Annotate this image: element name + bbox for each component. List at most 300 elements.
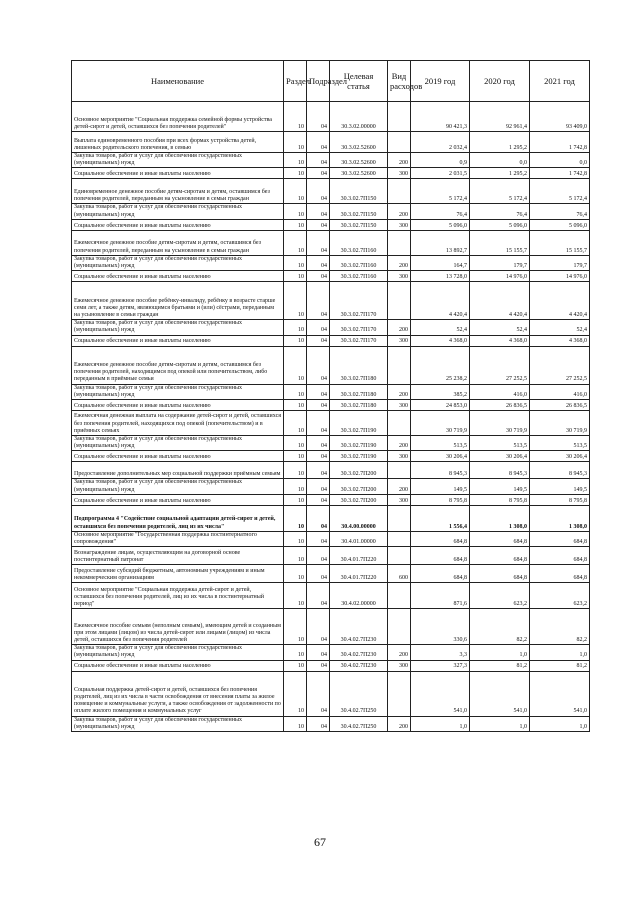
row-section: 10: [284, 716, 307, 731]
row-target: 30.3.02.52600: [330, 153, 388, 168]
row-target: 30.3.02.7П160: [330, 271, 388, 282]
row-value-2020: 81,2: [470, 660, 530, 671]
row-value-2021: 541,0: [530, 671, 590, 716]
table-row: [72, 204, 590, 219]
row-value-2021: 30 719,9: [530, 411, 590, 436]
row-value-2020: 4 368,0: [470, 335, 530, 346]
row-name: Ежемесячное денежное пособие детям-сиротам и детям, оставшимся без попечения родителей, переданным на усыновление в семьи граждан: [72, 230, 284, 255]
row-value-2020: 179,7: [470, 255, 530, 270]
row-section: 10: [284, 451, 307, 462]
row-name: Единовременное денежное пособие детям-сиротам и детям, оставшимся без попечения родителей, переданным на усыновление в семьи граждан: [72, 179, 284, 204]
row-name: Закупка товаров, работ и услуг для обеспечения государственных (муниципальных) нужд: [72, 479, 284, 494]
row-value-2021: 15 155,7: [530, 230, 590, 255]
row-kind: 300: [388, 168, 411, 179]
table-row: [72, 660, 590, 671]
row-subsection: 04: [307, 346, 330, 384]
row-value-2021: 513,5: [530, 436, 590, 451]
row-name: Подпрограмма 4 "Содействие социальной адаптации детей-сирот и детей, оставшихся без попечения родителей, лиц из их числа": [72, 505, 284, 531]
row-name: Предоставление дополнительных мер социальной поддержки приёмным семьям: [72, 462, 284, 479]
row-subsection: 04: [307, 565, 330, 583]
row-subsection: 04: [307, 168, 330, 179]
row-section: 10: [284, 583, 307, 609]
row-name: Социальное обеспечение и иные выплаты населению: [72, 335, 284, 346]
row-value-2021: 5 096,0: [530, 219, 590, 230]
row-value-2020: 684,8: [470, 531, 530, 546]
row-value-2020: 15 155,7: [470, 230, 530, 255]
row-value-2021: 1 742,8: [530, 132, 590, 153]
row-value-2020: 541,0: [470, 671, 530, 716]
row-value-2019: 513,5: [411, 436, 470, 451]
row-target: 30.4.02.00000: [330, 583, 388, 609]
table-body: [72, 102, 590, 732]
row-value-2021: 14 976,0: [530, 271, 590, 282]
row-value-2020: 0,0: [470, 153, 530, 168]
row-section: 10: [284, 204, 307, 219]
row-value-2020: 52,4: [470, 320, 530, 335]
page-number: 67: [314, 835, 326, 849]
row-target: 30.3.02.7П160: [330, 230, 388, 255]
table-row: [72, 462, 590, 479]
table-row: [72, 411, 590, 436]
row-name: Основное мероприятие "Социальная поддержка детей-сирот и детей, оставшихся без попечения родителей, лиц из их числа в постинтернатный период": [72, 583, 284, 609]
row-section: 10: [284, 479, 307, 494]
row-name: Ежемесячная денежная выплата на содержание детей-сирот и детей, оставшихся без попечения родителей, находящихся под опекой (попечительством) и в приёмных семьях: [72, 411, 284, 436]
header-2020: 2020 год: [470, 61, 530, 102]
header-kind: Вид расходов: [388, 61, 411, 102]
row-name: Выплата единовременного пособия при всех формах устройства детей, лишенных родительского попечения, в семью: [72, 132, 284, 153]
row-target: 30.3.02.52600: [330, 132, 388, 153]
row-value-2019: 25 238,2: [411, 346, 470, 384]
row-value-2021: 1,0: [530, 645, 590, 660]
row-section: 10: [284, 400, 307, 411]
row-name: Социальное обеспечение и иные выплаты населению: [72, 400, 284, 411]
row-section: 10: [284, 547, 307, 565]
row-value-2019: 1 556,4: [411, 505, 470, 531]
row-target: 30.3.02.7П180: [330, 384, 388, 399]
row-name: Ежемесячное пособие семьям (неполным семьям), имеющим детей и созданным при этом лицами (лицом) из числа детей-сирот или лицами (лицом) из числа детей, оставшихся без попечения родителей: [72, 609, 284, 645]
row-subsection: 04: [307, 609, 330, 645]
row-value-2019: 149,5: [411, 479, 470, 494]
row-subsection: 04: [307, 436, 330, 451]
row-value-2019: 385,2: [411, 384, 470, 399]
table-row: [72, 436, 590, 451]
row-kind: [388, 132, 411, 153]
row-value-2021: 623,2: [530, 583, 590, 609]
row-value-2020: 8 945,3: [470, 462, 530, 479]
row-value-2020: 76,4: [470, 204, 530, 219]
table-row: [72, 451, 590, 462]
row-value-2019: 684,8: [411, 531, 470, 546]
row-section: 10: [284, 494, 307, 505]
row-target: 30.4.01.7П220: [330, 565, 388, 583]
row-name: Закупка товаров, работ и услуг для обеспечения государственных (муниципальных) нужд: [72, 153, 284, 168]
row-kind: 300: [388, 219, 411, 230]
row-subsection: 04: [307, 645, 330, 660]
row-target: 30.3.02.52600: [330, 168, 388, 179]
row-kind: [388, 230, 411, 255]
row-kind: [388, 609, 411, 645]
row-target: 30.4.01.00000: [330, 531, 388, 546]
table-row: [72, 583, 590, 609]
row-value-2021: 82,2: [530, 609, 590, 645]
row-kind: 200: [388, 255, 411, 270]
table-row: [72, 505, 590, 531]
row-subsection: 04: [307, 271, 330, 282]
row-section: 10: [284, 282, 307, 320]
row-target: 30.3.02.7П150: [330, 204, 388, 219]
row-value-2019: 4 420,4: [411, 282, 470, 320]
row-target: 30.3.02.7П150: [330, 179, 388, 204]
table-header-row: [72, 61, 590, 102]
row-section: 10: [284, 505, 307, 531]
row-kind: 200: [388, 716, 411, 731]
row-value-2021: 684,8: [530, 531, 590, 546]
row-value-2020: 92 961,4: [470, 102, 530, 132]
row-kind: [388, 346, 411, 384]
row-value-2019: 2 031,5: [411, 168, 470, 179]
row-kind: [388, 411, 411, 436]
row-kind: 300: [388, 494, 411, 505]
table-row: [72, 547, 590, 565]
row-value-2021: 81,2: [530, 660, 590, 671]
row-value-2020: 8 795,8: [470, 494, 530, 505]
row-subsection: 04: [307, 102, 330, 132]
row-target: 30.4.01.7П220: [330, 547, 388, 565]
row-subsection: 04: [307, 660, 330, 671]
header-subsection: Подраздел: [307, 61, 330, 102]
row-value-2019: 684,8: [411, 565, 470, 583]
row-kind: 300: [388, 660, 411, 671]
row-subsection: 04: [307, 411, 330, 436]
row-value-2019: 24 853,0: [411, 400, 470, 411]
table-row: [72, 255, 590, 270]
row-name: Закупка товаров, работ и услуг для обеспечения государственных (муниципальных) нужд: [72, 645, 284, 660]
row-target: 30.3.02.7П190: [330, 411, 388, 436]
header-name: Наименование: [72, 61, 284, 102]
table-row: [72, 531, 590, 546]
row-kind: [388, 547, 411, 565]
row-kind: 200: [388, 479, 411, 494]
row-section: 10: [284, 335, 307, 346]
row-value-2021: 416,0: [530, 384, 590, 399]
header-section: Раздел: [284, 61, 307, 102]
row-section: 10: [284, 255, 307, 270]
row-subsection: 04: [307, 494, 330, 505]
row-name: Социальное обеспечение и иные выплаты населению: [72, 168, 284, 179]
row-value-2021: 1,0: [530, 716, 590, 731]
row-target: 30.3.02.00000: [330, 102, 388, 132]
row-target: 30.3.02.7П190: [330, 436, 388, 451]
row-name: Вознаграждение лицам, осуществляющим на договорной основе постинтернатный патронат: [72, 547, 284, 565]
row-value-2019: 13 892,7: [411, 230, 470, 255]
row-value-2020: 149,5: [470, 479, 530, 494]
row-section: 10: [284, 346, 307, 384]
row-target: 30.4.02.7П230: [330, 609, 388, 645]
row-value-2020: 1 295,2: [470, 168, 530, 179]
row-name: Закупка товаров, работ и услуг для обеспечения государственных (муниципальных) нужд: [72, 716, 284, 731]
row-value-2021: 1 308,0: [530, 505, 590, 531]
row-value-2019: 5 172,4: [411, 179, 470, 204]
row-value-2020: 1 308,0: [470, 505, 530, 531]
row-target: 30.3.02.7П170: [330, 320, 388, 335]
row-subsection: 04: [307, 153, 330, 168]
row-name: Закупка товаров, работ и услуг для обеспечения государственных (муниципальных) нужд: [72, 436, 284, 451]
row-value-2019: 327,3: [411, 660, 470, 671]
row-kind: [388, 505, 411, 531]
header-target: Целевая статья: [330, 61, 388, 102]
row-section: 10: [284, 168, 307, 179]
row-kind: 300: [388, 400, 411, 411]
table-row: [72, 132, 590, 153]
row-value-2019: 76,4: [411, 204, 470, 219]
row-name: Социальная поддержка детей-сирот и детей, оставшихся без попечения родителей, лиц из их числа в части освобождения от внесения платы за жилое помещение и коммунальные услуги, а также освобождения от задолженности по оплате жилого помещения и коммунальных услуг: [72, 671, 284, 716]
row-target: 30.4.02.7П230: [330, 645, 388, 660]
row-value-2021: 4 368,0: [530, 335, 590, 346]
row-target: 30.3.02.7П170: [330, 335, 388, 346]
table-row: [72, 153, 590, 168]
row-name: Социальное обеспечение и иные выплаты населению: [72, 660, 284, 671]
row-section: 10: [284, 230, 307, 255]
row-value-2021: 0,0: [530, 153, 590, 168]
row-kind: 300: [388, 271, 411, 282]
table-row: [72, 230, 590, 255]
row-value-2020: 5 172,4: [470, 179, 530, 204]
row-kind: 300: [388, 335, 411, 346]
row-kind: [388, 531, 411, 546]
table-row: [72, 716, 590, 731]
row-subsection: 04: [307, 335, 330, 346]
row-value-2019: 8 795,8: [411, 494, 470, 505]
row-name: Предоставление субсидий бюджетным, автономным учреждениям и иным некоммерческим организациям: [72, 565, 284, 583]
row-target: 30.3.02.7П200: [330, 462, 388, 479]
row-value-2021: 4 420,4: [530, 282, 590, 320]
row-kind: 200: [388, 204, 411, 219]
header-2019: 2019 год: [411, 61, 470, 102]
row-section: 10: [284, 219, 307, 230]
row-section: 10: [284, 660, 307, 671]
row-value-2020: 4 420,4: [470, 282, 530, 320]
row-kind: [388, 282, 411, 320]
header-2021: 2021 год: [530, 61, 590, 102]
row-name: Закупка товаров, работ и услуг для обеспечения государственных (муниципальных) нужд: [72, 255, 284, 270]
table-row: [72, 179, 590, 204]
row-subsection: 04: [307, 505, 330, 531]
row-value-2021: 8 945,3: [530, 462, 590, 479]
row-section: 10: [284, 436, 307, 451]
row-value-2019: 3,3: [411, 645, 470, 660]
table-row: [72, 565, 590, 583]
row-kind: 200: [388, 645, 411, 660]
table-row: [72, 609, 590, 645]
row-subsection: 04: [307, 716, 330, 731]
row-value-2020: 684,8: [470, 565, 530, 583]
row-target: 30.3.02.7П160: [330, 255, 388, 270]
row-kind: 300: [388, 451, 411, 462]
row-target: 30.3.02.7П170: [330, 282, 388, 320]
row-kind: 200: [388, 320, 411, 335]
row-subsection: 04: [307, 671, 330, 716]
row-name: Основное мероприятие "Государственная поддержка постинтернатного сопровождения": [72, 531, 284, 546]
row-section: 10: [284, 565, 307, 583]
row-name: Социальное обеспечение и иные выплаты населению: [72, 494, 284, 505]
row-value-2019: 2 032,4: [411, 132, 470, 153]
row-section: 10: [284, 153, 307, 168]
row-subsection: 04: [307, 531, 330, 546]
row-kind: [388, 462, 411, 479]
row-value-2019: 871,6: [411, 583, 470, 609]
row-value-2021: 26 836,5: [530, 400, 590, 411]
row-value-2019: 90 421,3: [411, 102, 470, 132]
table-row: [72, 219, 590, 230]
row-value-2019: 52,4: [411, 320, 470, 335]
row-value-2020: 513,5: [470, 436, 530, 451]
table-row: [72, 671, 590, 716]
row-kind: [388, 671, 411, 716]
row-value-2020: 82,2: [470, 609, 530, 645]
table-row: [72, 494, 590, 505]
row-value-2019: 8 945,3: [411, 462, 470, 479]
row-target: 30.3.02.7П180: [330, 400, 388, 411]
row-subsection: 04: [307, 547, 330, 565]
row-name: Социальное обеспечение и иные выплаты населению: [72, 271, 284, 282]
row-value-2021: 149,5: [530, 479, 590, 494]
row-subsection: 04: [307, 230, 330, 255]
row-value-2020: 27 252,5: [470, 346, 530, 384]
row-kind: [388, 102, 411, 132]
table-row: [72, 645, 590, 660]
row-name: Ежемесячное денежное пособие детям-сиротам и детям, оставшимся без попечения родителей, находящимся под опекой или попечительством, либо переданным в приёмные семьи: [72, 346, 284, 384]
row-value-2019: 0,9: [411, 153, 470, 168]
row-name: Социальное обеспечение и иные выплаты населению: [72, 219, 284, 230]
row-subsection: 04: [307, 583, 330, 609]
row-value-2020: 5 096,0: [470, 219, 530, 230]
row-value-2021: 684,8: [530, 565, 590, 583]
row-kind: 200: [388, 436, 411, 451]
row-value-2021: 5 172,4: [530, 179, 590, 204]
row-name: Основное мероприятие "Социальная поддержка семейной формы устройства детей-сирот и детей, оставшихся без попечения родителей": [72, 102, 284, 132]
row-section: 10: [284, 411, 307, 436]
row-value-2021: 93 409,0: [530, 102, 590, 132]
row-subsection: 04: [307, 132, 330, 153]
row-section: 10: [284, 645, 307, 660]
row-target: 30.3.02.7П190: [330, 451, 388, 462]
row-target: 30.3.02.7П200: [330, 479, 388, 494]
row-kind: 200: [388, 153, 411, 168]
row-name: Закупка товаров, работ и услуг для обеспечения государственных (муниципальных) нужд: [72, 320, 284, 335]
row-subsection: 04: [307, 255, 330, 270]
row-value-2021: 30 206,4: [530, 451, 590, 462]
row-section: 10: [284, 671, 307, 716]
row-section: 10: [284, 132, 307, 153]
row-section: 10: [284, 271, 307, 282]
row-value-2020: 684,8: [470, 547, 530, 565]
row-value-2021: 1 742,8: [530, 168, 590, 179]
row-subsection: 04: [307, 219, 330, 230]
row-name: Ежемесячное денежное пособие ребёнку-инвалиду, ребёнку в возрасте старше семи лет, а также детям, являющимся братьями и (или) сёстрами, переданным на усыновление в семьи граждан: [72, 282, 284, 320]
table-row: [72, 335, 590, 346]
row-value-2019: 4 368,0: [411, 335, 470, 346]
row-value-2020: 30 719,9: [470, 411, 530, 436]
row-subsection: 04: [307, 451, 330, 462]
row-value-2021: 179,7: [530, 255, 590, 270]
row-target: 30.3.02.7П180: [330, 346, 388, 384]
row-target: 30.4.02.7П230: [330, 660, 388, 671]
budget-table: [71, 60, 590, 732]
row-kind: [388, 179, 411, 204]
row-kind: 600: [388, 565, 411, 583]
row-subsection: 04: [307, 462, 330, 479]
row-target: 30.3.02.7П150: [330, 219, 388, 230]
row-value-2021: 76,4: [530, 204, 590, 219]
row-value-2019: 5 096,0: [411, 219, 470, 230]
row-name: Закупка товаров, работ и услуг для обеспечения государственных (муниципальных) нужд: [72, 204, 284, 219]
row-target: 30.4.02.7П250: [330, 716, 388, 731]
table-row: [72, 282, 590, 320]
row-kind: [388, 583, 411, 609]
row-value-2021: 684,8: [530, 547, 590, 565]
row-target: 30.4.02.7П250: [330, 671, 388, 716]
row-value-2020: 26 836,5: [470, 400, 530, 411]
row-subsection: 04: [307, 204, 330, 219]
row-name: Социальное обеспечение и иные выплаты населению: [72, 451, 284, 462]
row-section: 10: [284, 320, 307, 335]
row-subsection: 04: [307, 282, 330, 320]
row-target: 30.4.00.00000: [330, 505, 388, 531]
row-value-2020: 1,0: [470, 645, 530, 660]
row-value-2020: 623,2: [470, 583, 530, 609]
row-value-2019: 30 206,4: [411, 451, 470, 462]
row-value-2021: 27 252,5: [530, 346, 590, 384]
row-value-2021: 52,4: [530, 320, 590, 335]
row-value-2020: 1,0: [470, 716, 530, 731]
row-value-2019: 330,6: [411, 609, 470, 645]
row-value-2020: 14 976,0: [470, 271, 530, 282]
row-kind: 200: [388, 384, 411, 399]
table-row: [72, 479, 590, 494]
row-value-2020: 416,0: [470, 384, 530, 399]
row-value-2019: 684,8: [411, 547, 470, 565]
row-subsection: 04: [307, 479, 330, 494]
row-subsection: 04: [307, 384, 330, 399]
row-value-2019: 1,0: [411, 716, 470, 731]
row-section: 10: [284, 531, 307, 546]
row-value-2019: 164,7: [411, 255, 470, 270]
row-value-2020: 1 295,2: [470, 132, 530, 153]
table-row: [72, 168, 590, 179]
row-value-2019: 541,0: [411, 671, 470, 716]
table-row: [72, 346, 590, 384]
row-subsection: 04: [307, 320, 330, 335]
row-subsection: 04: [307, 400, 330, 411]
row-section: 10: [284, 609, 307, 645]
row-value-2021: 8 795,8: [530, 494, 590, 505]
row-value-2019: 13 728,0: [411, 271, 470, 282]
row-section: 10: [284, 462, 307, 479]
row-section: 10: [284, 384, 307, 399]
row-value-2019: 30 719,9: [411, 411, 470, 436]
row-section: 10: [284, 179, 307, 204]
table-row: [72, 102, 590, 132]
row-value-2020: 30 206,4: [470, 451, 530, 462]
table-row: [72, 271, 590, 282]
row-target: 30.3.02.7П200: [330, 494, 388, 505]
row-section: 10: [284, 102, 307, 132]
table-row: [72, 400, 590, 411]
row-name: Закупка товаров, работ и услуг для обеспечения государственных (муниципальных) нужд: [72, 384, 284, 399]
table-row: [72, 320, 590, 335]
row-subsection: 04: [307, 179, 330, 204]
table-row: [72, 384, 590, 399]
